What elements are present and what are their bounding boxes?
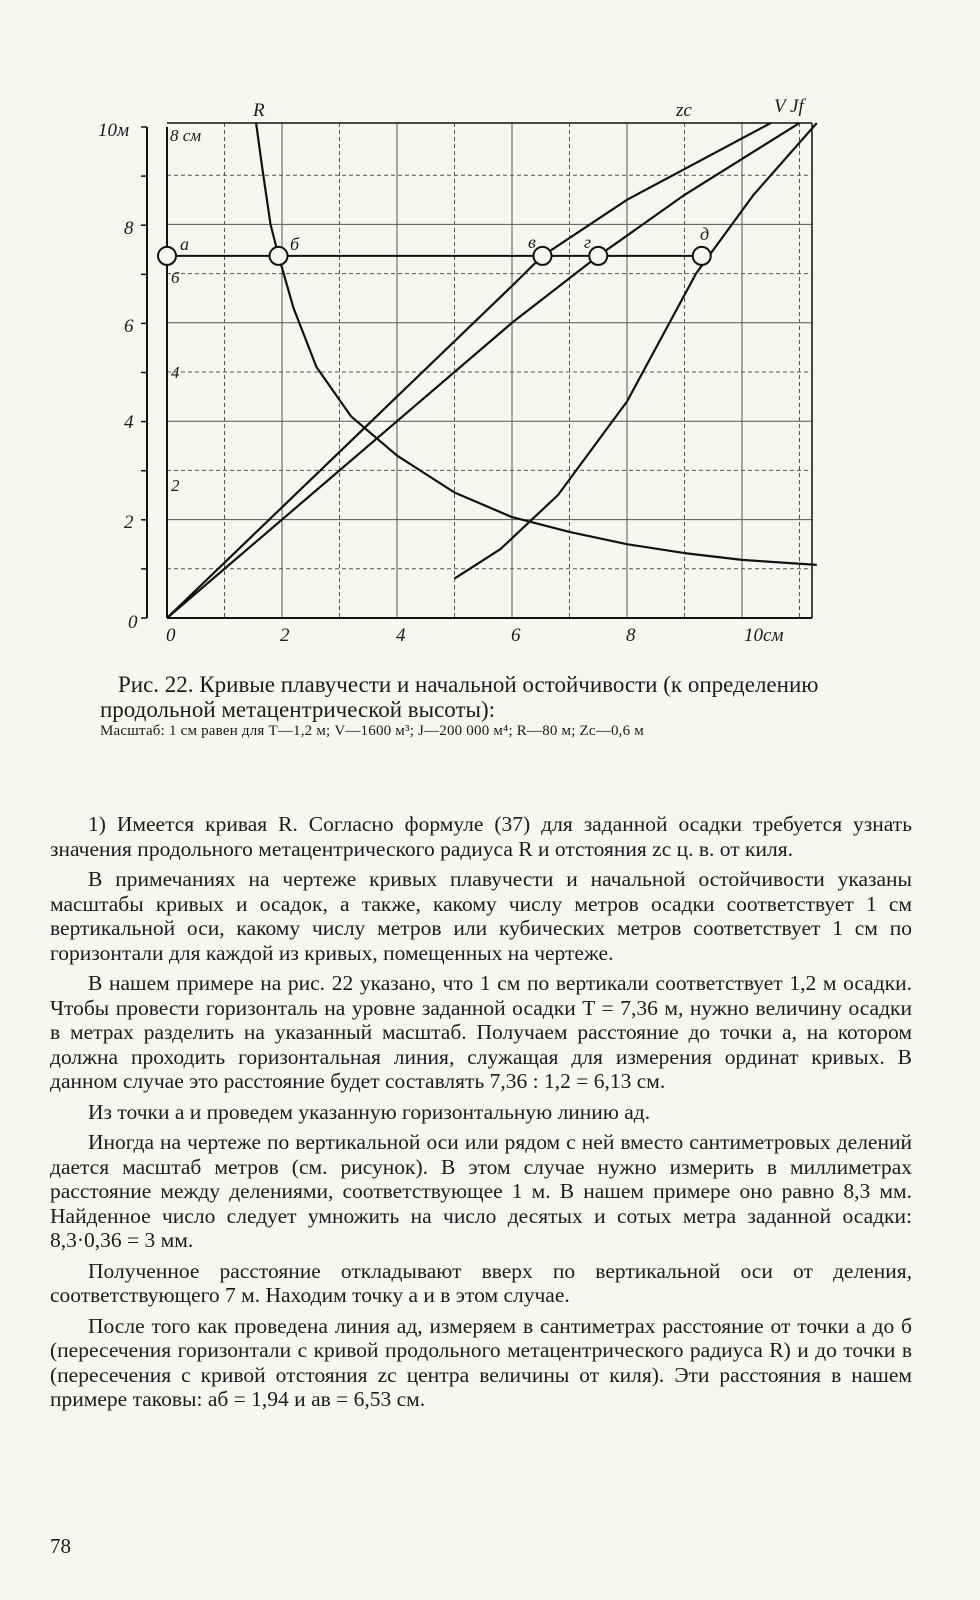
point-label-g: г (584, 232, 592, 252)
y-tick-label-4: 4 (124, 412, 134, 433)
body-text (50, 812, 912, 1418)
x-tick-label-6: 6 (511, 625, 521, 646)
point-marker-0 (158, 247, 176, 265)
paragraph-1: 1) Имеется кривая R. Согласно формуле (37) для заданной осадки требуется узнать значения продольного метацентрического радиуса R и отстояния zc ц. в. от киля. (50, 812, 912, 861)
inner-label-4: 4 (171, 363, 180, 382)
x-tick-label-0: 0 (166, 625, 176, 646)
inner-top-label: 8 см (170, 126, 202, 145)
point-marker-3 (589, 247, 607, 265)
paragraph-5: Иногда на чертеже по вертикальной оси или рядом с ней вместо сантиметровых делений дается масштаб метров (см. рисунок). В этом случае нужно измерить в миллиметрах расстояние между делениями, соответствующее 1 м. В нашем примере оно равно 8,3 мм. Найденное число следует умножить на число десятых и сотых метра заданной осадки: 8,3·0,36 = 3 мм. (50, 1130, 912, 1252)
curve-v (167, 123, 800, 618)
x-tick-label-4: 4 (396, 625, 406, 646)
curve-jf (455, 123, 817, 579)
figure-caption-title: Рис. 22. Кривые плавучести и начальной остойчивости (к определению продольной метацентрической высоты): (100, 672, 819, 722)
y-tick-label-8: 8 (124, 218, 134, 239)
inner-label-2: 2 (171, 476, 180, 495)
point-label-v: в (528, 232, 536, 252)
x-tick-label-2: 2 (280, 625, 290, 646)
curve-r (256, 123, 817, 565)
chart-axes (147, 123, 812, 618)
y-axis-top-label: 10м (98, 120, 130, 141)
x-tick-label-8: 8 (626, 625, 636, 646)
y-tick-label-6: 6 (124, 316, 134, 337)
chart-grid (167, 123, 812, 618)
curve-label-vjf: V Jf (774, 96, 804, 117)
point-label-d: д (700, 224, 710, 244)
y-tick-label-0: 0 (128, 612, 138, 633)
paragraph-3: В нашем примере на рис. 22 указано, что 1 см по вертикали соответствует 1,2 м осадки. Чтобы провести горизонталь на уровне заданной осадки T = 7,36 м, нужно величину осадки в метрах разделить на указанный масштаб. Получаем расстояние до точки а, на котором должна проходить горизонтальная линия, служащая для измерения ординат кривых. В данном случае это расстояние будет составлять 7,36 : 1,2 = 6,13 см. (50, 971, 912, 1093)
inner-label-6: 6 (171, 268, 180, 287)
point-marker-4 (693, 247, 711, 265)
point-marker-1 (270, 247, 288, 265)
point-label-a: а (180, 234, 189, 254)
paragraph-6: Полученное расстояние откладывают вверх по вертикальной оси от деления, соответствующего 7 м. Находим точку а и в этом случае. (50, 1258, 912, 1307)
paragraph-2: В примечаниях на чертеже кривых плавучести и начальной остойчивости указаны масштабы кривых и осадок, а также, какому числу метров осадки соответствует 1 см вертикальной оси, какому числу метров или кубических метров соответствует 1 см по горизонтали для каждой из кривых, помещенных на чертеже. (50, 867, 912, 965)
figure-caption-scale: Масштаб: 1 см равен для T—1,2 м; V—1600 м³; J—200 000 м⁴; R—80 м; Zc—0,6 м (100, 723, 644, 739)
curve-label-r: R (253, 100, 265, 121)
chart-curves (167, 123, 817, 618)
point-label-b: б (290, 234, 300, 254)
x-tick-label-10: 10см (744, 625, 784, 646)
curve-label-zc: zc (676, 100, 692, 121)
point-marker-2 (533, 247, 551, 265)
figure-22-chart (0, 0, 980, 680)
paragraph-7: После того как проведена линия ад, измеряем в сантиметрах расстояние от точки а до б (пересечения горизонтали с кривой продольного метацентрического радиуса R) и до точки в (пересечения с кривой отстояния zc центра величины от киля). Эти расстояния в нашем примере таковы: аб = 1,94 и ав = 6,53 см. (50, 1313, 912, 1411)
chart-labels (98, 96, 806, 646)
y-tick-label-2: 2 (124, 512, 134, 533)
page-number: 78 (50, 1534, 71, 1558)
paragraph-4: Из точки а и проведем указанную горизонтальную линию ад. (88, 1099, 651, 1124)
